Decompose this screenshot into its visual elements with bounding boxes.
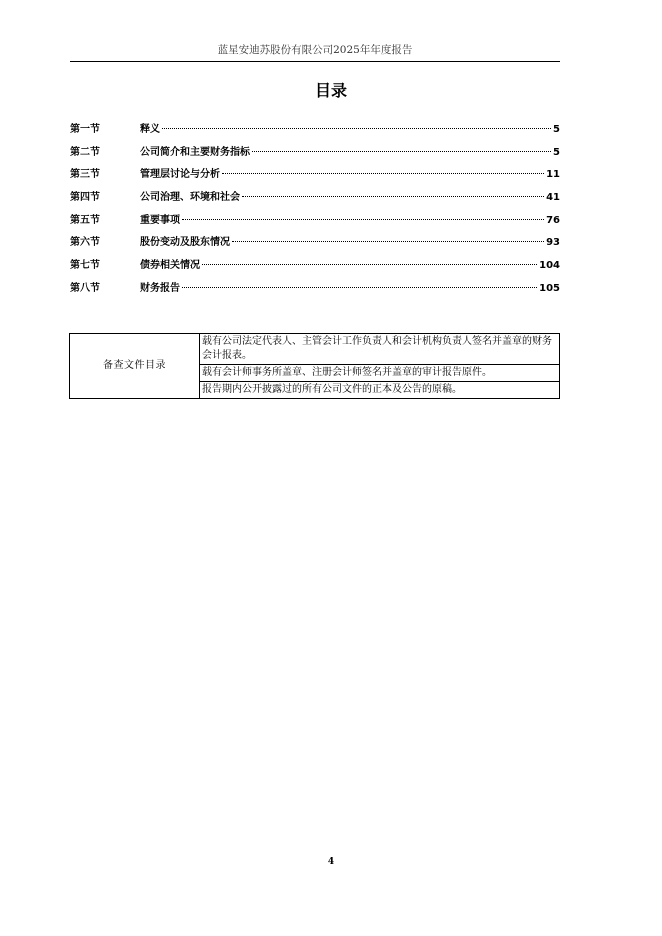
toc-entry-number: 第六节 <box>70 237 100 249</box>
toc-entry-page: 11 <box>546 169 560 181</box>
toc-entry[interactable] <box>70 120 560 143</box>
toc-leader-dots <box>182 287 537 288</box>
reference-document-item: 载有会计师事务所盖章、注册会计师签名并盖章的审计报告原件。 <box>200 365 560 382</box>
toc-entry-page: 104 <box>539 260 560 272</box>
toc-leader-dots <box>202 264 537 265</box>
toc-entry-number: 第五节 <box>70 214 100 226</box>
reference-document-item: 报告期内公开披露过的所有公司文件的正本及公告的原稿。 <box>200 382 560 399</box>
toc-leader-dots <box>252 151 551 152</box>
toc-entry-label: 释义 <box>140 124 160 135</box>
reference-document-item: 载有公司法定代表人、主管会计工作负责人和会计机构负责人签名并盖章的财务会计报表。 <box>200 334 560 365</box>
toc-title: 目录 <box>314 81 347 100</box>
toc-entry-label: 管理层讨论与分析 <box>140 169 220 181</box>
toc-entry-page: 41 <box>546 192 560 204</box>
toc-entry-label: 重要事项 <box>140 214 180 226</box>
toc-leader-dots <box>242 196 544 197</box>
toc-entry[interactable] <box>70 143 560 166</box>
toc-entry-page: 93 <box>546 237 560 249</box>
toc-entry-page: 5 <box>553 124 560 135</box>
toc-entry[interactable] <box>70 233 560 256</box>
toc-entry-page: 105 <box>539 282 560 294</box>
toc-entry[interactable] <box>70 188 560 211</box>
toc-entry-number: 第二节 <box>70 146 100 158</box>
toc-entry-page: 5 <box>553 146 560 158</box>
toc-entry-number: 第四节 <box>70 192 100 204</box>
page-number: 4 <box>327 857 335 867</box>
toc-leader-dots <box>232 241 544 242</box>
toc-entry-number: 第三节 <box>70 169 100 181</box>
toc-entry-page: 76 <box>546 214 560 226</box>
toc-entry[interactable] <box>70 279 560 302</box>
reference-documents-table <box>69 333 560 399</box>
running-header: 蓝星安迪苏股份有限公司2025年年度报告 <box>217 44 413 56</box>
table-of-contents <box>70 120 560 302</box>
table-row <box>70 334 560 365</box>
header-rule <box>70 61 560 62</box>
toc-entry-label: 公司治理、环境和社会 <box>140 192 240 204</box>
toc-leader-dots <box>222 173 544 174</box>
toc-entry[interactable] <box>70 165 560 188</box>
toc-entry-number: 第一节 <box>70 124 100 135</box>
toc-leader-dots <box>182 219 544 220</box>
reference-documents-label: 备查文件目录 <box>70 334 200 399</box>
toc-entry-label: 股份变动及股东情况 <box>140 237 230 249</box>
toc-entry-number: 第七节 <box>70 260 100 272</box>
toc-entry-label: 财务报告 <box>140 282 180 294</box>
toc-entry-label: 公司简介和主要财务指标 <box>140 146 250 158</box>
toc-entry-label: 债券相关情况 <box>140 260 200 272</box>
toc-entry-number: 第八节 <box>70 282 100 294</box>
toc-entry[interactable] <box>70 256 560 279</box>
toc-entry[interactable] <box>70 211 560 234</box>
toc-leader-dots <box>162 128 551 129</box>
